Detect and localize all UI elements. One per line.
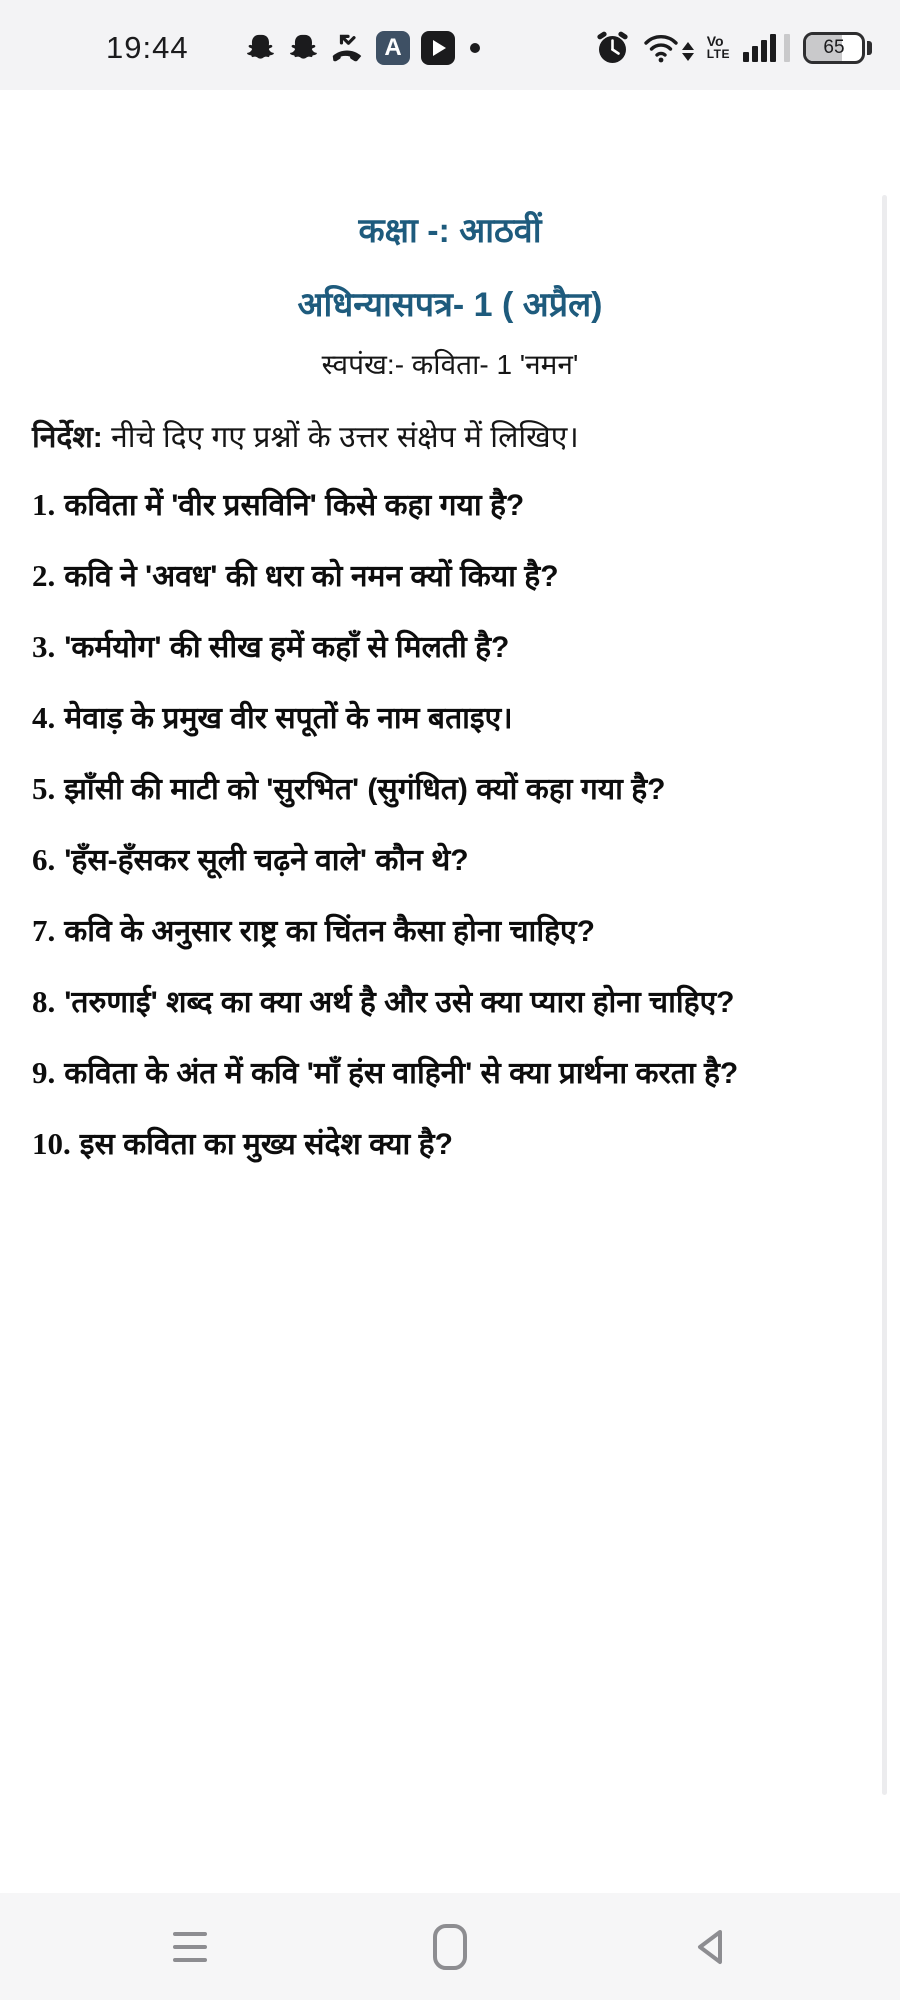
- question-text: 'तरुणाई' शब्द का क्या अर्थ है और उसे क्या प्यारा होना चाहिए?: [64, 986, 735, 1019]
- question-row: [32, 541, 872, 612]
- notification-icons: [243, 28, 480, 68]
- alarm-clock-icon: [596, 31, 629, 65]
- arrow-down-icon: [682, 53, 694, 61]
- question-list: [32, 470, 872, 1180]
- signal-bar: [743, 52, 749, 62]
- arrow-up-icon: [682, 42, 694, 50]
- question-row: [32, 754, 872, 825]
- question-number: 10.: [32, 1126, 71, 1161]
- back-button[interactable]: [680, 1917, 740, 1977]
- signal-bar: [752, 46, 758, 62]
- question-text: कवि ने 'अवध' की धरा को नमन क्यों किया है?: [64, 560, 559, 593]
- question-number: 7.: [32, 913, 56, 948]
- play-glyph: [433, 40, 446, 56]
- system-status-icons: [596, 26, 872, 70]
- status-bar: [0, 0, 900, 90]
- battery-nub: [867, 41, 872, 55]
- battery-percent: 65: [823, 37, 845, 58]
- snapchat-icon: [286, 32, 318, 64]
- instruction-text: नीचे दिए गए प्रश्नों के उत्तर संक्षेप में लिखिए।: [102, 421, 579, 454]
- question-text: 'कर्मयोग' की सीख हमें कहाँ से मिलती है?: [64, 631, 510, 664]
- question-row: [32, 967, 872, 1038]
- question-row: [32, 1109, 872, 1180]
- a-app-icon: [376, 31, 410, 65]
- wifi-icon: [642, 32, 694, 64]
- question-number: 5.: [32, 771, 56, 806]
- instruction-line: [32, 415, 868, 456]
- signal-bar: [770, 34, 776, 62]
- menu-icon: [173, 1932, 207, 1962]
- menu-button[interactable]: [160, 1917, 220, 1977]
- youtube-icon: [421, 31, 455, 65]
- instruction-label: निर्देश:: [32, 421, 103, 454]
- document-view: [0, 90, 900, 1893]
- android-nav-bar: [0, 1893, 900, 2000]
- signal-bars-icon: [743, 34, 790, 62]
- missed-call-icon: [329, 32, 365, 64]
- question-row: [32, 470, 872, 541]
- volte-icon: [707, 35, 730, 61]
- doc-title-class: कक्षा -: आठवीं: [358, 212, 542, 250]
- question-text: कविता के अंत में कवि 'माँ हंस वाहिनी' से क्या प्रार्थना करता है?: [64, 1057, 739, 1090]
- question-row: [32, 683, 872, 754]
- question-number: 1.: [32, 487, 56, 522]
- question-row: [32, 896, 872, 967]
- question-row: [32, 825, 872, 896]
- wifi-traffic-arrows: [682, 42, 694, 61]
- question-number: 3.: [32, 629, 56, 664]
- question-text: झाँसी की माटी को 'सुरभित' (सुगंधित) क्यों कहा गया है?: [64, 773, 666, 806]
- home-button[interactable]: [420, 1917, 480, 1977]
- home-icon: [433, 1924, 467, 1970]
- volte-bottom-label: LTE: [706, 47, 730, 61]
- question-text: कवि के अनुसार राष्ट्र का चिंतन कैसा होना चाहिए?: [64, 915, 595, 948]
- question-text: कविता में 'वीर प्रसविनि' किसे कहा गया है?: [64, 489, 525, 522]
- a-app-letter: A: [384, 34, 402, 61]
- question-number: 4.: [32, 700, 56, 735]
- question-number: 8.: [32, 984, 56, 1019]
- status-time: 19:44: [106, 30, 189, 65]
- question-row: [32, 1038, 872, 1109]
- question-row: [32, 612, 872, 683]
- doc-subtitle: स्वपंख:- कविता- 1 'नमन': [321, 349, 579, 380]
- signal-bar: [761, 40, 767, 62]
- signal-bar-sim2: [784, 34, 790, 62]
- snapchat-icon: [243, 32, 275, 64]
- volte-top-label: Vo: [706, 33, 724, 49]
- doc-title-assignment: अधिन्यासपत्र- 1 ( अप्रैल): [297, 286, 603, 324]
- question-text: इस कविता का मुख्य संदेश क्या है?: [79, 1128, 453, 1161]
- question-number: 9.: [32, 1055, 56, 1090]
- back-icon: [695, 1927, 725, 1967]
- scrollbar[interactable]: [882, 195, 887, 1795]
- question-number: 6.: [32, 842, 56, 877]
- question-text: मेवाड़ के प्रमुख वीर सपूतों के नाम बताइए।: [64, 702, 513, 735]
- more-notifications-dot: [470, 43, 480, 53]
- battery-icon: [803, 32, 872, 64]
- question-text: 'हँस-हँसकर सूली चढ़ने वाले' कौन थे?: [64, 844, 469, 877]
- question-number: 2.: [32, 558, 56, 593]
